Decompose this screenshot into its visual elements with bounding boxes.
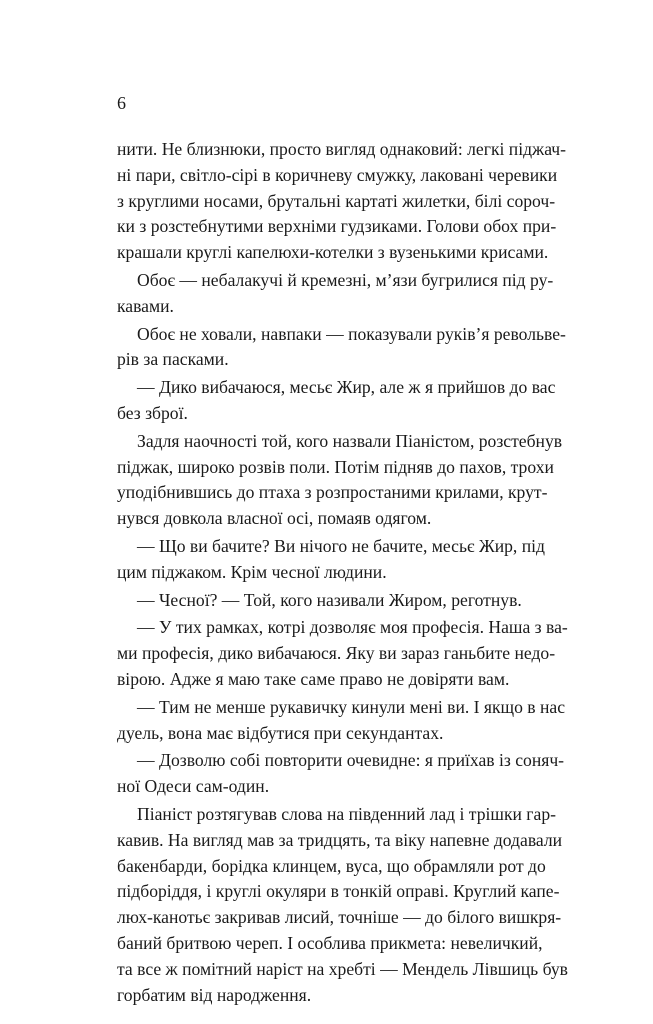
text-line: вірою. Адже я маю таке саме право не довіряти вам. [117,668,510,689]
text-line: ні пари, світло-сірі в коричневу смужку, лаковані черевики [117,164,558,185]
paragraph [117,534,545,586]
paragraph [117,268,554,320]
text-line: піджак, широко розвів поли. Потім підняв до пахов, трохи [117,456,554,477]
text-line: баний бритвою череп. І особлива прикмета: невеличкий, [117,932,543,953]
text-line: уподібнившись до птаха з розпростаними крилами, крут- [117,482,548,503]
page-number: 6 [117,93,126,113]
text-line: — Дозволю собі повторити очевидне: я приїхав із соняч- [137,750,565,771]
text-line: кавами. [117,295,174,316]
text-line: підборіддя, і круглі окуляри в тонкій оправі. Круглий капе- [117,881,560,902]
text-line: Піаніст розтягував слова на південний лад і трішки гар- [137,803,556,824]
text-line: — Дико вибачаюся, месьє Жир, але ж я прийшов до вас [137,377,556,398]
text-line: — У тих рамках, котрі дозволяє моя професія. Наша з ва- [137,617,568,638]
paragraph [117,322,566,374]
text-line: крашали круглі капелюхи-котелки з вузенькими крисами. [117,242,549,263]
text-line: дуель, вона має відбутися при секундантах. [117,722,444,743]
paragraph [117,748,565,800]
text-line: ної Одеси сам-один. [117,776,270,797]
text-line: з круглими носами, брутальні картаті жилетки, білі сороч- [117,190,556,211]
text-line: та все ж помітний наріст на хребті — Мендель Лівшиць був [117,958,568,979]
text-line: ми професія, дико вибачаюся. Яку ви зараз ганьбите недо- [117,643,556,664]
paragraph [117,588,537,614]
text-line: бакенбарди, борідка клинцем, вуса, що обрамляли рот до [117,855,546,876]
text-line: люх-канотьє закривав лисий, точніше — до білого вишкря- [117,907,562,928]
text-line: Обоє не ховали, навпаки — показували руків’я револьве- [137,323,566,344]
paragraph [117,429,563,532]
text-line: Обоє — небалакучі й кремезні, м’язи бугрилися під ру- [137,269,554,290]
paragraph [117,137,567,266]
text-line: нувся довкола власної осі, помаяв одягом. [117,508,432,529]
text-line: без зброї. [117,402,188,423]
text-line: горбатим від народження. [117,984,312,1005]
text-line: — Що ви бачите? Ви нічого не бачите, месьє Жир, під [137,535,545,556]
text-line: цим піджаком. Крім чесної людини. [117,561,387,582]
text-line: — Тим не менше рукавичку кинули мені ви. І якщо в нас [137,696,566,717]
text-line: — Чесної? — Той, кого називали Жиром, реготнув. [137,589,522,610]
text-line: рів за пасками. [117,349,229,370]
text-line: ки з розстебнутими верхніми гудзиками. Голови обох при- [117,216,557,237]
paragraph [117,375,556,427]
text-line: нити. Не близнюки, просто вигляд однаковий: легкі піджач- [117,139,567,159]
body-text [117,137,568,1008]
text-line: кавив. На вигляд мав за тридцять, та віку напевне додавали [117,829,563,850]
paragraph [117,802,568,1008]
paragraph [117,615,568,692]
text-line: Задля наочності той, кого назвали Піаністом, розстебнув [137,430,563,451]
paragraph [117,695,566,747]
